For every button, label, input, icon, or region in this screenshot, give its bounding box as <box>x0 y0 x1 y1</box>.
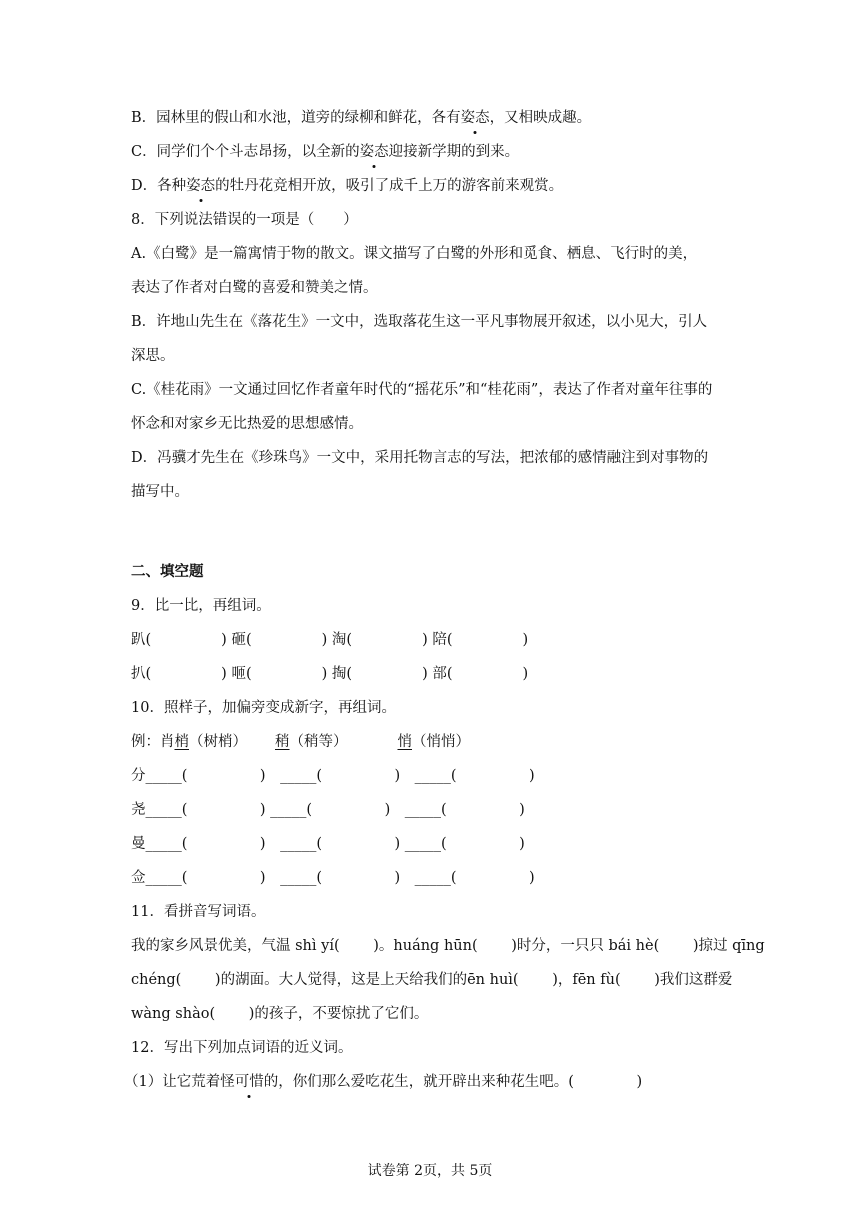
q9-char-close: ) <box>321 666 328 682</box>
q9-stem: 9．比一比，再组词。 <box>131 598 271 614</box>
q9-char-open: 砸( <box>231 632 252 648</box>
q10-row-qian: 佥_____( ) _____( ) _____( ) <box>131 870 535 886</box>
q9-char-open: 部( <box>432 666 453 682</box>
q10-row-yao: 尧_____( ) _____( ) _____( ) <box>131 802 525 818</box>
q8-option-a-line1: A.《白鹭》是一篇寓情于物的散文。课文描写了白鹭的外形和觅食、栖息、飞行时的美， <box>131 246 698 262</box>
q12-sentence1 <box>124 1071 642 1093</box>
q8-option-d-line1: D．冯骥才先生在《珍珠鸟》一文中，采用托物言志的写法，把浓郁的感情融注到对事物的 <box>131 450 709 466</box>
q9-char-open: 陪( <box>432 632 453 648</box>
q9-row1 <box>131 629 528 651</box>
q10-example-word: （树梢） <box>189 734 247 750</box>
q9-char-close: ) <box>221 666 227 682</box>
q7-option-c-tail: 迎接新学期的到来。 <box>388 144 520 160</box>
q8-option-b-line2: 深思。 <box>131 348 175 364</box>
underlined-char: 梢 <box>174 734 189 750</box>
q11-line1: 我的家乡风景优美，气温 shì yí( )。huáng hūn( )时分，一只只 bái hè( )掠过 qīng <box>131 938 765 954</box>
q8-option-b-line1: B．许地山先生在《落花生》一文中，选取落花生这一平凡事物展开叙述，以小见大，引人 <box>131 314 708 330</box>
q10-example-word: （稍等） <box>289 734 348 750</box>
q12-sentence1-tail: 的，你们那么爱吃花生，就开辟出来种花生吧。( ) <box>263 1074 643 1090</box>
q8-option-d-line2: 描写中。 <box>131 484 189 500</box>
q11-stem: 11．看拼音写词语。 <box>131 904 266 920</box>
q9-char-open: 趴( <box>131 632 152 648</box>
q7-option-b <box>131 107 591 129</box>
q7-option-d <box>131 175 563 197</box>
dotted-word-text: 姿态 <box>461 107 490 129</box>
section-title: 二、填空题 <box>131 563 204 580</box>
q9-char-open: 掏( <box>331 666 353 682</box>
q10-stem: 10．照样子，加偏旁变成新字，再组词。 <box>131 700 396 716</box>
q8-option-c-line1: C.《桂花雨》一文通过回忆作者童年时代的“摇花乐”和“桂花雨”，表达了作者对童年往事的 <box>131 382 713 398</box>
q10-example-label: 例：肖 <box>131 734 175 750</box>
q8-option-c-line2: 怀念和对家乡无比热爱的思想感情。 <box>131 416 363 432</box>
q9-char-close: ) <box>422 666 428 682</box>
q7-option-d-text: D．各种 <box>131 178 187 194</box>
q10-row-man: 曼_____( ) _____( ) _____( ) <box>131 836 525 852</box>
q7-option-b-text: B．园林里的假山和水池，道旁的绿柳和鲜花，各有 <box>131 110 461 126</box>
q10-example-word: （悄悄） <box>412 734 470 750</box>
dotted-word <box>461 110 490 126</box>
q7-option-b-tail: ，又相映成趣。 <box>489 110 592 126</box>
q9-char-close: ) <box>522 632 529 648</box>
page-footer: 试卷第 2页，共 5页 <box>367 1163 493 1179</box>
q7-option-c <box>131 141 519 163</box>
q10-example <box>131 731 470 753</box>
q9-char-close: ) <box>422 632 428 648</box>
dotted-word-text: 可惜 <box>235 1071 264 1093</box>
q11-line2: chéng( )的湖面。大人觉得，这是上天给我们的ēn huì( )，fēn fù( )我们这群爱 <box>131 972 733 988</box>
q12-sentence1-text: （1）让它荒着怪 <box>124 1074 235 1090</box>
q9-char-close: ) <box>221 632 227 648</box>
q9-char-close: ) <box>321 632 328 648</box>
q7-option-c-text: C．同学们个个斗志昂扬，以全新的 <box>131 144 360 160</box>
q7-option-d-tail: 的牡丹花竞相开放，吸引了成千上万的游客前来观赏。 <box>215 178 564 194</box>
q8-stem: 8．下列说法错误的一项是（ ） <box>131 212 358 228</box>
q10-row-fen: 分_____( ) _____( ) _____( ) <box>131 768 535 784</box>
dotted-word-text: 姿态 <box>186 175 215 197</box>
q9-char-open: 扒( <box>131 666 152 682</box>
q11-line3: wàng shào( )的孩子，不要惊扰了它们。 <box>131 1006 429 1022</box>
q9-char-close: ) <box>522 666 529 682</box>
q9-row2 <box>131 663 528 685</box>
q8-option-a-line2: 表达了作者对白鹭的喜爱和赞美之情。 <box>131 280 378 296</box>
q9-char-open: 咂( <box>231 666 252 682</box>
q12-stem: 12．写出下列加点词语的近义词。 <box>131 1040 353 1056</box>
underlined-char: 悄 <box>397 734 412 750</box>
q9-char-open: 淘( <box>331 632 353 648</box>
dotted-word-text: 姿态 <box>360 141 389 163</box>
underlined-char: 稍 <box>275 734 290 750</box>
